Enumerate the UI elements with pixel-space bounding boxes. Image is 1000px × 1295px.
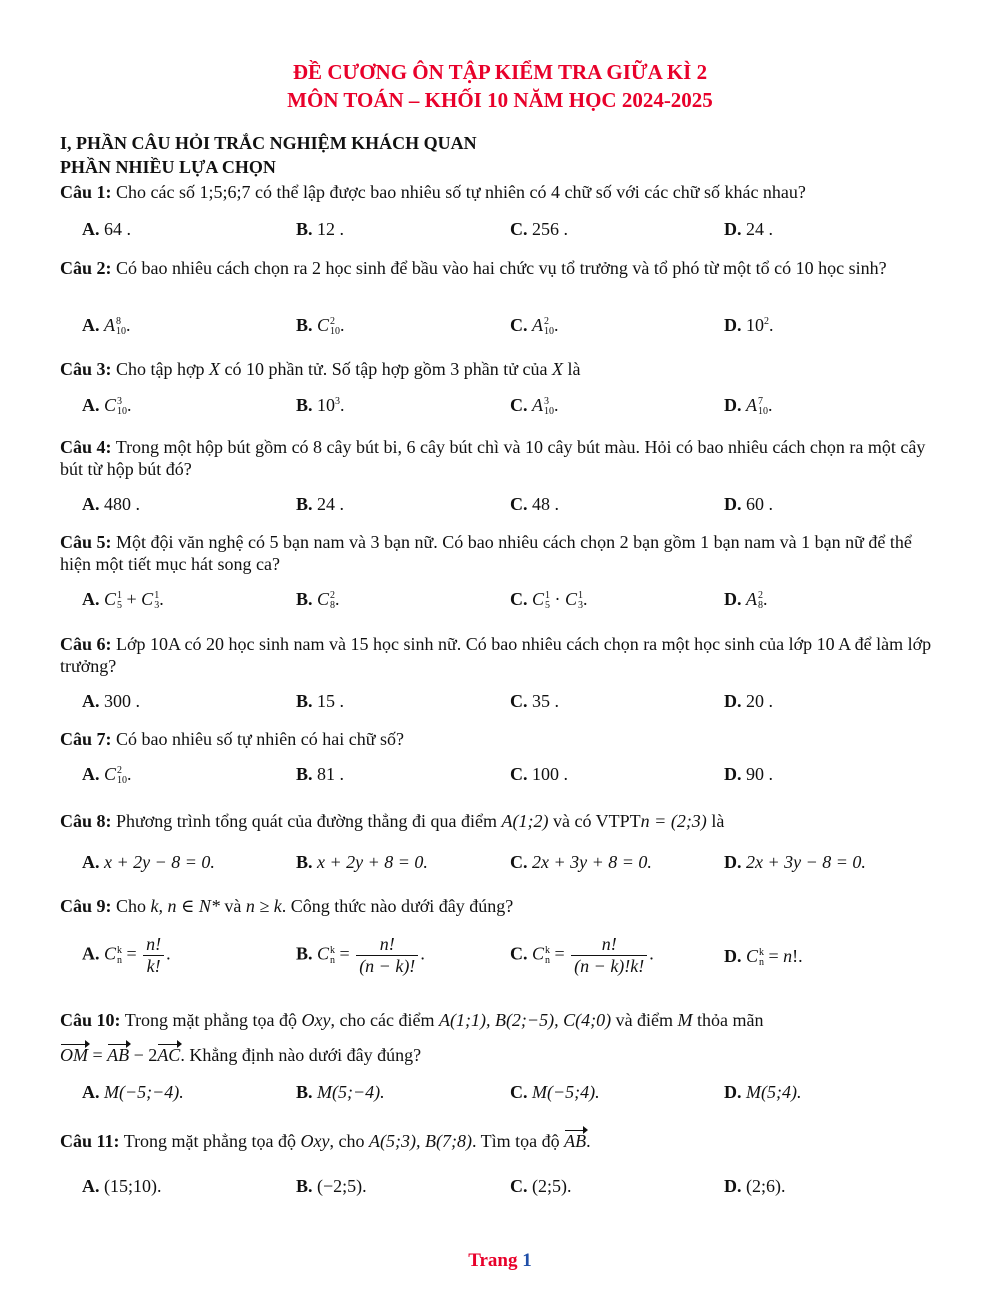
options-8 xyxy=(82,852,942,876)
option-b[interactable]: B. C 2 10 . xyxy=(296,315,345,337)
option-a[interactable]: A. (15;10). xyxy=(82,1176,162,1196)
option-c[interactable]: C. C k n = $\frac{n!}{(n - k)!k!}$ . xyxy=(510,934,654,976)
option-d[interactable]: D. M(5;4). xyxy=(724,1082,802,1102)
option-d[interactable]: D. A 7 10 . xyxy=(724,395,773,417)
option-d[interactable]: D. 2x + 3y − 8 = 0. xyxy=(724,852,866,872)
option-a[interactable]: A. A 8 10 . xyxy=(82,315,131,337)
options-1 xyxy=(82,219,942,243)
option-c[interactable]: C. 256 . xyxy=(510,219,568,239)
option-b[interactable]: B. 15 . xyxy=(296,691,345,711)
option-c[interactable]: C. 100 . xyxy=(510,764,568,784)
option-c[interactable]: C. A 3 10 . xyxy=(510,395,559,417)
option-c[interactable]: C. C 1 5 · C 1 3 . xyxy=(510,589,588,611)
question-5: Câu 5: Một đội văn nghệ có 5 bạn nam và 3 bạn nữ. Có bao nhiêu cách chọn 2 bạn gồm 1 bạn nam và 1 bạn nữ để thể hiện một tiết mục hát song ca? xyxy=(60,532,912,574)
question-2: Câu 2: Có bao nhiêu cách chọn ra 2 học sinh để bầu vào hai chức vụ tổ trưởng và tổ phó từ một tổ có 10 học sinh? xyxy=(60,258,887,278)
option-d[interactable]: D. C k n = n!. xyxy=(724,946,803,968)
question-label: Câu 9: xyxy=(60,896,112,916)
question-10: Câu 10: Trong mặt phẳng tọa độ Oxy, cho các điểm A(1;1), B(2;−5), C(4;0) và điểm M thỏa mãn xyxy=(60,1010,764,1030)
question-9: Câu 9: Cho k, n ∈ N* và n ≥ k. Công thức nào dưới đây đúng? xyxy=(60,896,514,916)
option-b[interactable]: B. C 2 8 . xyxy=(296,589,340,611)
question-3: Câu 3: Cho tập hợp X có 10 phần tử. Số tập hợp gồm 3 phần tử của X là xyxy=(60,359,581,379)
question-label: Câu 8: xyxy=(60,811,112,831)
option-d[interactable]: D. 24 . xyxy=(724,219,773,239)
option-b[interactable]: B. 81 . xyxy=(296,764,345,784)
option-a[interactable]: A. 300 . xyxy=(82,691,140,711)
option-d[interactable]: D. A 2 8 . xyxy=(724,589,768,611)
option-a[interactable]: A. C 2 10 . xyxy=(82,764,132,786)
document-title-line1: ĐỀ CƯƠNG ÔN TẬP KIỂM TRA GIỮA KÌ 2 xyxy=(292,60,708,84)
question-label: Câu 11: xyxy=(60,1131,120,1151)
question-label: Câu 5: xyxy=(60,532,112,552)
option-b[interactable]: B. C k n = $\frac{n!}{(n - k)!}$ . xyxy=(296,934,425,976)
option-d[interactable]: D. (2;6). xyxy=(724,1176,786,1196)
question-8: Câu 8: Phương trình tổng quát của đường thẳng đi qua điểm A(1;2) và có VTPTn = (2;3) là xyxy=(60,811,725,831)
question-label: Câu 6: xyxy=(60,634,112,654)
option-d[interactable]: D. 90 . xyxy=(724,764,773,784)
options-3 xyxy=(82,395,942,419)
question-label: Câu 1: xyxy=(60,182,112,202)
option-c[interactable]: C. (2;5). xyxy=(510,1176,572,1196)
section-heading: I, PHẦN CÂU HỎI TRẮC NGHIỆM KHÁCH QUAN xyxy=(60,133,477,153)
option-b[interactable]: B. 12 . xyxy=(296,219,345,239)
option-c[interactable]: C. 2x + 3y + 8 = 0. xyxy=(510,852,652,872)
options-7 xyxy=(82,764,942,788)
question-6: Câu 6: Lớp 10A có 20 học sinh nam và 15 học sinh nữ. Có bao nhiêu cách chọn ra một học sinh của lớp 10 A để làm lớp trưởng? xyxy=(60,634,932,676)
section-subheading: PHẦN NHIỀU LỰA CHỌN xyxy=(60,157,276,177)
question-label: Câu 10: xyxy=(60,1010,121,1030)
option-d[interactable]: D. 20 . xyxy=(724,691,773,711)
question-label: Câu 3: xyxy=(60,359,112,379)
question-label: Câu 2: xyxy=(60,258,112,278)
question-4: Câu 4: Trong một hộp bút gồm có 8 cây bút bi, 6 cây bút chì và 10 cây bút màu. Hỏi có bao nhiêu cách chọn ra một cây bút từ hộp bút đó? xyxy=(60,437,926,479)
page-number: Trang 1 xyxy=(468,1250,532,1271)
option-b[interactable]: B. 24 . xyxy=(296,494,345,514)
options-5 xyxy=(82,589,942,613)
option-b[interactable]: B. M(5;−4). xyxy=(296,1082,385,1102)
options-4 xyxy=(82,494,942,518)
option-a[interactable]: A. M(−5;−4). xyxy=(82,1082,184,1102)
option-a[interactable]: A. C 3 10 . xyxy=(82,395,132,417)
option-c[interactable]: C. A 2 10 . xyxy=(510,315,559,337)
option-a[interactable]: A. C 1 5 + C 1 3 . xyxy=(82,589,164,611)
option-c[interactable]: C. 48 . xyxy=(510,494,559,514)
option-b[interactable]: B. (−2;5). xyxy=(296,1176,367,1196)
options-9 xyxy=(82,930,942,990)
question-7: Câu 7: Có bao nhiêu số tự nhiên có hai chữ số? xyxy=(60,729,404,749)
question-11: Câu 11: Trong mặt phẳng tọa độ Oxy, cho A(5;3), B(7;8). Tìm tọa độ AB. xyxy=(60,1131,591,1151)
question-label: Câu 4: xyxy=(60,437,112,457)
option-d[interactable]: D. 60 . xyxy=(724,494,773,514)
option-c[interactable]: C. M(−5;4). xyxy=(510,1082,600,1102)
option-b[interactable]: B. $10^3$. xyxy=(296,395,345,415)
document-title-line2: MÔN TOÁN – KHỐI 10 NĂM HỌC 2024-2025 xyxy=(287,88,713,112)
option-a[interactable]: A. x + 2y − 8 = 0. xyxy=(82,852,215,872)
question-1: Câu 1: Cho các số 1;5;6;7 có thể lập được bao nhiêu số tự nhiên có 4 chữ số với các chữ số khác nhau? xyxy=(60,182,806,202)
option-a[interactable]: A. 480 . xyxy=(82,494,140,514)
options-2 xyxy=(82,315,942,339)
question-10-vector-condition: OM = AB − 2AC. Khẳng định nào dưới đây đúng? xyxy=(60,1045,422,1065)
question-label: Câu 7: xyxy=(60,729,112,749)
option-a[interactable]: A. C k n = $\frac{n!}{k!}$ . xyxy=(82,934,171,976)
option-c[interactable]: C. 35 . xyxy=(510,691,559,711)
options-6 xyxy=(82,691,942,715)
option-d[interactable]: D. $10^2$. xyxy=(724,315,774,335)
option-a[interactable]: A. 64 . xyxy=(82,219,131,239)
options-10 xyxy=(82,1082,942,1106)
options-11 xyxy=(82,1176,942,1200)
option-b[interactable]: B. x + 2y + 8 = 0. xyxy=(296,852,428,872)
